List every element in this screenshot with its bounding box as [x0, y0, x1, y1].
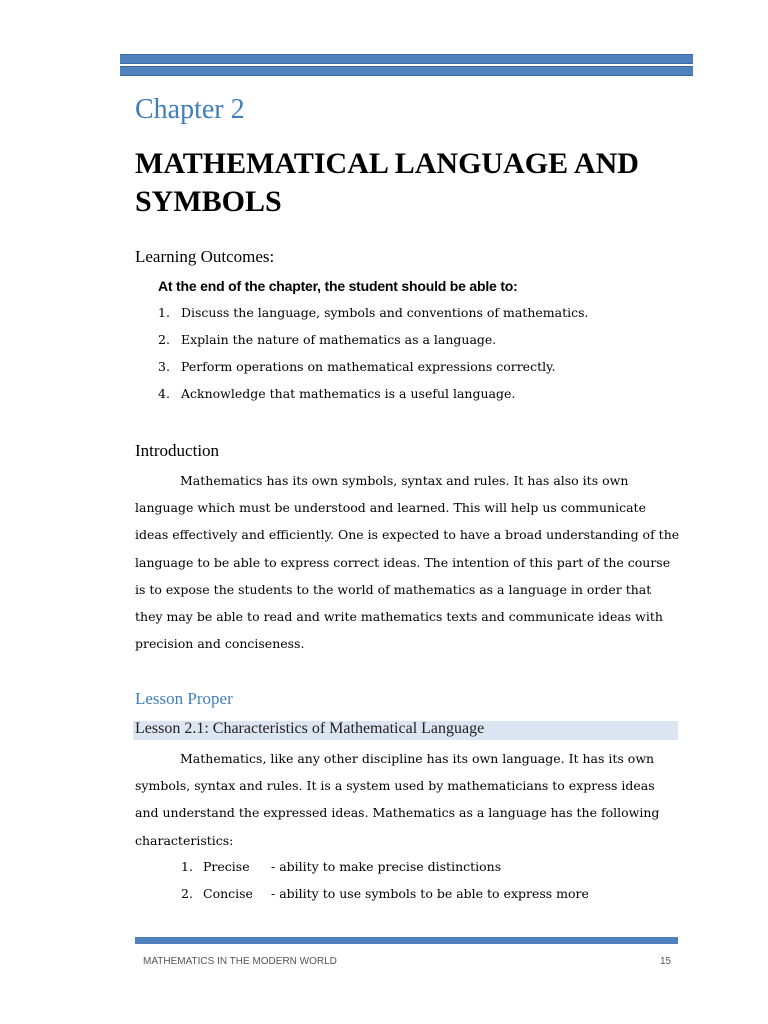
list-number: 1. — [158, 305, 170, 320]
list-item — [181, 884, 589, 911]
characteristic-desc: - ability to make precise distinctions — [271, 859, 502, 874]
characteristics-list — [181, 857, 589, 911]
footer-course-title: MATHEMATICS IN THE MODERN WORLD — [143, 956, 337, 967]
characteristic-term: Precise — [203, 859, 250, 874]
header-rule-bottom — [120, 66, 693, 76]
list-item — [158, 303, 589, 330]
introduction-heading: Introduction — [135, 441, 220, 460]
page-number: 15 — [660, 956, 672, 967]
list-item — [158, 357, 589, 384]
page-title: MATHEMATICAL LANGUAGE AND SYMBOLS — [135, 147, 639, 218]
footer-rule — [135, 937, 678, 944]
lesson-title: Lesson 2.1: Characteristics of Mathematical Language — [135, 720, 485, 737]
lesson-proper-heading: Lesson Proper — [135, 689, 233, 708]
lesson-text: Mathematics, like any other discipline has its own language. It has its own symbols, syntax and rules. It is a system used by mathematicians to express ideas and understand the expressed ideas. Mathematics as a language has the following characteristics: — [135, 751, 660, 848]
list-item — [158, 330, 589, 357]
list-number: 1. — [181, 859, 193, 874]
learning-outcomes-list — [158, 303, 589, 411]
list-item-text: Acknowledge that mathematics is a useful language. — [181, 386, 516, 401]
list-number: 2. — [181, 886, 193, 901]
learning-outcomes-intro: At the end of the chapter, the student should be able to: — [158, 278, 518, 294]
header-rule-top — [120, 54, 693, 64]
list-item-text: Explain the nature of mathematics as a language. — [181, 332, 497, 347]
list-item-text: Perform operations on mathematical expressions correctly. — [181, 359, 556, 374]
introduction-paragraph — [135, 467, 680, 657]
chapter-label: Chapter 2 — [135, 94, 245, 125]
characteristic-desc: - ability to use symbols to be able to express more — [271, 886, 589, 901]
learning-outcomes-heading: Learning Outcomes: — [135, 247, 275, 266]
list-item — [181, 857, 589, 884]
list-number: 3. — [158, 359, 170, 374]
list-number: 4. — [158, 386, 170, 401]
list-number: 2. — [158, 332, 170, 347]
list-item — [158, 384, 589, 411]
introduction-text: Mathematics has its own symbols, syntax and rules. It has also its own language which must be understood and learned. This will help us communicate ideas effectively and efficiently. One is expected to have a broad understanding of the language to be able to express correct ideas. The intention of this part of the course is to expose the students to the world of mathematics as a language in order that they may be able to read and write mathematics texts and communicate ideas with precision and conciseness. — [135, 473, 680, 652]
characteristic-term: Concise — [203, 886, 253, 901]
lesson-paragraph — [135, 745, 680, 854]
list-item-text: Discuss the language, symbols and conventions of mathematics. — [181, 305, 589, 320]
